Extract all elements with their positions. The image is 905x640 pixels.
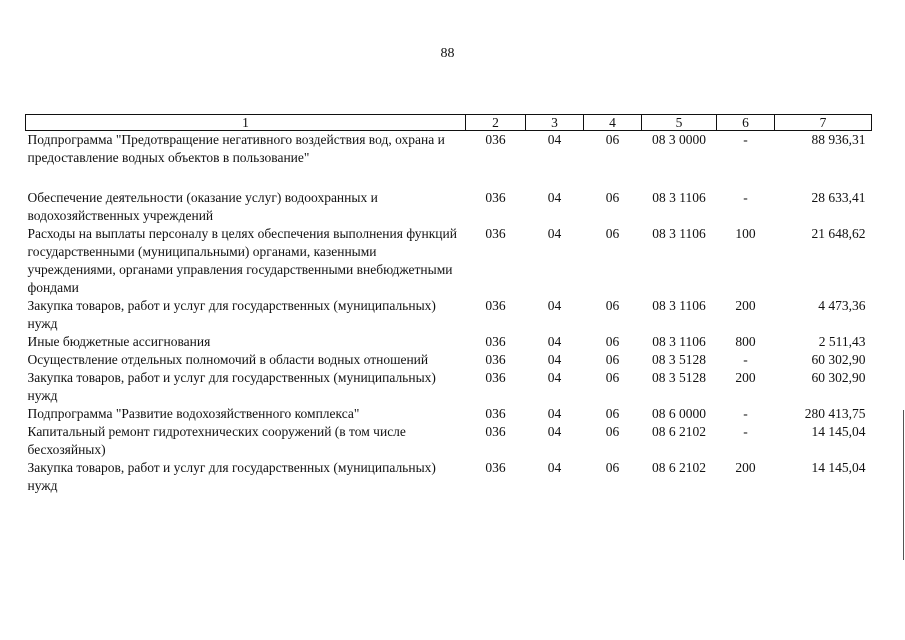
row-name: Расходы на выплаты персоналу в целях обеспечения выполнения функций государственными (муниципальными) органами, казенными учреждениями, органами управления государственными внебюджетными фондами bbox=[27, 226, 457, 295]
row-subsection-code: 06 bbox=[605, 190, 620, 205]
row-target-code: 08 3 5128 bbox=[652, 352, 706, 367]
row-name: Капитальный ремонт гидротехнических сооружений (в том числе бесхозяйных) bbox=[27, 424, 406, 457]
row-chapter-code: 036 bbox=[485, 226, 506, 241]
table-row bbox=[26, 423, 872, 459]
row-expense-type: 800 bbox=[735, 334, 756, 349]
row-expense-type: 200 bbox=[735, 460, 756, 475]
row-subsection-code: 06 bbox=[605, 406, 620, 421]
header-col-4: 4 bbox=[584, 115, 642, 131]
row-target-code: 08 3 0000 bbox=[652, 132, 706, 147]
row-expense-type: - bbox=[743, 424, 748, 439]
row-amount: 4 473,36 bbox=[818, 298, 866, 313]
header-col-2: 2 bbox=[466, 115, 526, 131]
row-expense-type: 200 bbox=[735, 370, 756, 385]
row-target-code: 08 3 5128 bbox=[652, 370, 706, 385]
table-header bbox=[26, 115, 872, 131]
row-amount: 88 936,31 bbox=[811, 132, 866, 147]
row-name: Закупка товаров, работ и услуг для государственных (муниципальных) нужд bbox=[27, 460, 436, 493]
header-col-6: 6 bbox=[717, 115, 775, 131]
row-expense-type: - bbox=[743, 190, 748, 205]
row-target-code: 08 6 2102 bbox=[652, 460, 706, 475]
row-chapter-code: 036 bbox=[485, 460, 506, 475]
row-chapter-code: 036 bbox=[485, 298, 506, 313]
table-row bbox=[26, 189, 872, 225]
row-name: Обеспечение деятельности (оказание услуг) водоохранных и водохозяйственных учреждений bbox=[27, 190, 378, 223]
header-col-3: 3 bbox=[526, 115, 584, 131]
row-expense-type: 100 bbox=[735, 226, 756, 241]
row-target-code: 08 6 0000 bbox=[652, 406, 706, 421]
row-amount: 2 511,43 bbox=[818, 334, 866, 349]
row-name: Подпрограмма "Предотвращение негативного воздействия вод, охрана и предоставление водных объектов в пользование" bbox=[27, 132, 445, 165]
row-section-code: 04 bbox=[547, 132, 562, 147]
row-subsection-code: 06 bbox=[605, 424, 620, 439]
row-chapter-code: 036 bbox=[485, 132, 506, 147]
scan-edge-mark bbox=[903, 410, 904, 560]
row-section-code: 04 bbox=[547, 352, 562, 367]
row-chapter-code: 036 bbox=[485, 190, 506, 205]
row-chapter-code: 036 bbox=[485, 370, 506, 385]
header-col-1: 1 bbox=[26, 115, 466, 131]
row-target-code: 08 6 2102 bbox=[652, 424, 706, 439]
row-section-code: 04 bbox=[547, 334, 562, 349]
header-row bbox=[26, 115, 872, 131]
row-section-code: 04 bbox=[547, 460, 562, 475]
page-number: 88 bbox=[440, 46, 455, 61]
row-name: Закупка товаров, работ и услуг для государственных (муниципальных) нужд bbox=[27, 370, 436, 403]
row-section-code: 04 bbox=[547, 298, 562, 313]
row-subsection-code: 06 bbox=[605, 132, 620, 147]
header-col-7: 7 bbox=[775, 115, 872, 131]
table-row bbox=[26, 333, 872, 351]
budget-table bbox=[25, 114, 872, 495]
row-section-code: 04 bbox=[547, 370, 562, 385]
table-row bbox=[26, 405, 872, 423]
row-subsection-code: 06 bbox=[605, 226, 620, 241]
table-row bbox=[26, 131, 872, 190]
row-chapter-code: 036 bbox=[485, 334, 506, 349]
row-chapter-code: 036 bbox=[485, 352, 506, 367]
row-expense-type: - bbox=[743, 406, 748, 421]
table-row bbox=[26, 297, 872, 333]
row-subsection-code: 06 bbox=[605, 334, 620, 349]
row-section-code: 04 bbox=[547, 190, 562, 205]
row-amount: 14 145,04 bbox=[811, 460, 866, 475]
row-target-code: 08 3 1106 bbox=[652, 334, 706, 349]
row-section-code: 04 bbox=[547, 406, 562, 421]
row-expense-type: - bbox=[743, 352, 748, 367]
row-target-code: 08 3 1106 bbox=[652, 226, 706, 241]
row-name: Подпрограмма "Развитие водохозяйственного комплекса" bbox=[27, 406, 360, 421]
table-row bbox=[26, 225, 872, 297]
row-section-code: 04 bbox=[547, 424, 562, 439]
row-amount: 14 145,04 bbox=[811, 424, 866, 439]
row-chapter-code: 036 bbox=[485, 424, 506, 439]
row-amount: 28 633,41 bbox=[811, 190, 866, 205]
row-chapter-code: 036 bbox=[485, 406, 506, 421]
row-amount: 21 648,62 bbox=[811, 226, 866, 241]
row-name: Иные бюджетные ассигнования bbox=[27, 334, 211, 349]
row-amount: 60 302,90 bbox=[811, 370, 866, 385]
row-subsection-code: 06 bbox=[605, 460, 620, 475]
row-target-code: 08 3 1106 bbox=[652, 190, 706, 205]
row-amount: 280 413,75 bbox=[804, 406, 866, 421]
row-amount: 60 302,90 bbox=[811, 352, 866, 367]
row-expense-type: - bbox=[743, 132, 748, 147]
table-row bbox=[26, 351, 872, 369]
row-subsection-code: 06 bbox=[605, 370, 620, 385]
row-target-code: 08 3 1106 bbox=[652, 298, 706, 313]
row-name: Осуществление отдельных полномочий в области водных отношений bbox=[27, 352, 429, 367]
row-subsection-code: 06 bbox=[605, 298, 620, 313]
table-row bbox=[26, 369, 872, 405]
row-name: Закупка товаров, работ и услуг для государственных (муниципальных) нужд bbox=[27, 298, 436, 331]
header-col-5: 5 bbox=[642, 115, 717, 131]
row-section-code: 04 bbox=[547, 226, 562, 241]
table-body bbox=[26, 131, 872, 496]
row-expense-type: 200 bbox=[735, 298, 756, 313]
table-row bbox=[26, 459, 872, 495]
row-subsection-code: 06 bbox=[605, 352, 620, 367]
